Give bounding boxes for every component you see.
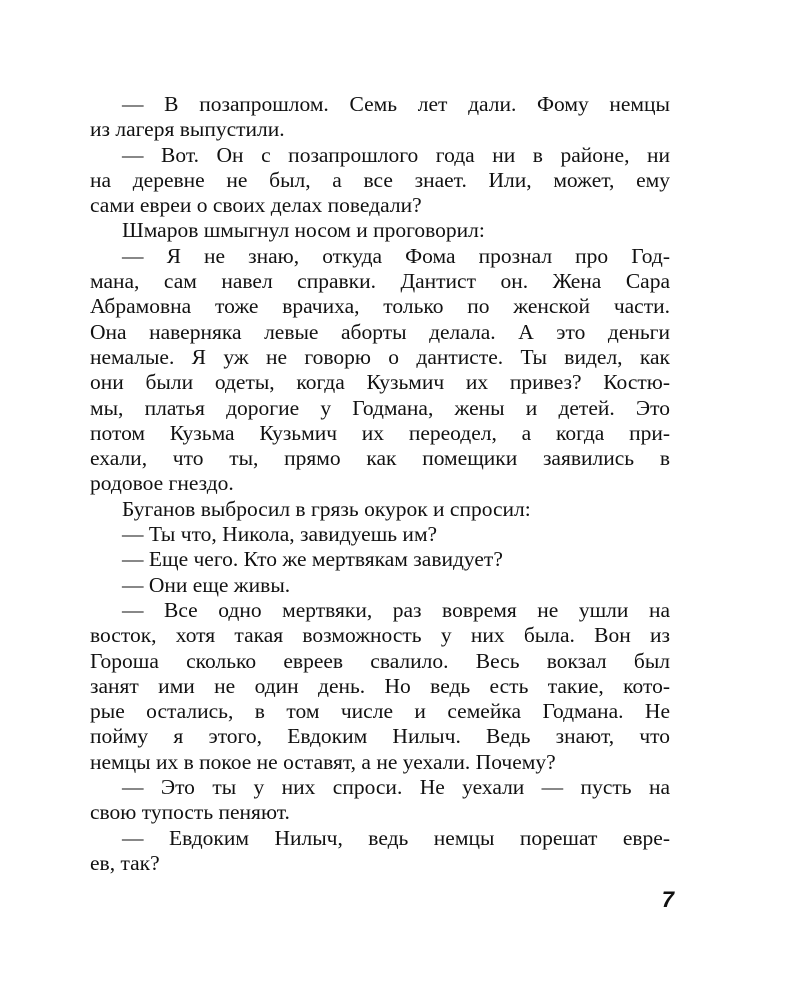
text-line: Шмаров шмыгнул носом и проговорил: bbox=[122, 218, 485, 243]
text-line: ехали, что ты, прямо как помещики заявились в bbox=[90, 446, 670, 471]
text-line: занят ими не один день. Но ведь есть такие, кото- bbox=[90, 673, 670, 698]
text-line: Она наверняка левые аборты делала. А это деньги bbox=[90, 319, 670, 344]
text-line: мана, сам навел справки. Дантист он. Жена Сара bbox=[90, 269, 670, 294]
text-line: немалые. Я уж не говорю о дантисте. Ты видел, как bbox=[90, 344, 670, 369]
text-line: они были одеты, когда Кузьмич их привез? Костю- bbox=[90, 370, 670, 395]
text-line: Гороша сколько евреев свалило. Весь вокзал был bbox=[90, 648, 670, 673]
text-line: потом Кузьма Кузьмич их переодел, а когда при- bbox=[90, 420, 670, 445]
text-line: — Ты что, Никола, завидуешь им? bbox=[122, 522, 438, 547]
text-line: — В позапрошлом. Семь лет дали. Фому немцы bbox=[122, 92, 670, 116]
text-line: рые остались, в том числе и семейка Годмана. Не bbox=[90, 699, 670, 724]
text-line: ев, так? bbox=[90, 850, 160, 875]
text-line: сами евреи о своих делах поведали? bbox=[90, 193, 422, 218]
text-line: пойму я этого, Евдоким Нилыч. Ведь знают, что bbox=[90, 724, 670, 749]
body-text bbox=[90, 92, 670, 876]
text-line: — Еще чего. Кто же мертвякам завидует? bbox=[122, 547, 503, 572]
text-line: родовое гнездо. bbox=[90, 471, 234, 496]
text-line: немцы их в покое не оставят, а не уехали. Почему? bbox=[90, 749, 556, 774]
text-line: свою тупость пеняют. bbox=[90, 800, 290, 825]
text-line: Абрамовна тоже врачиха, только по женской части. bbox=[90, 294, 670, 319]
text-line: из лагеря выпустили. bbox=[90, 117, 285, 142]
text-line: на деревне не был, а все знает. Или, может, ему bbox=[90, 167, 670, 192]
text-line: восток, хотя такая возможность у них была. Вон из bbox=[90, 623, 670, 648]
text-line: Буганов выбросил в грязь окурок и спросил: bbox=[122, 496, 531, 521]
text-line: — Вот. Он с позапрошлого года ни в районе, ни bbox=[122, 142, 670, 167]
text-line: — Все одно мертвяки, раз вовремя не ушли на bbox=[122, 597, 670, 622]
text-line: мы, платья дорогие у Годмана, жены и детей. Это bbox=[90, 395, 670, 420]
text-line: — Это ты у них спроси. Не уехали — пусть на bbox=[122, 775, 670, 800]
page-number: 7 bbox=[661, 887, 674, 912]
text-line: — Я не знаю, откуда Фома прознал про Год- bbox=[122, 243, 670, 268]
text-line: — Они еще живы. bbox=[122, 572, 291, 597]
text-line: — Евдоким Нилыч, ведь немцы порешат евре- bbox=[122, 825, 670, 850]
